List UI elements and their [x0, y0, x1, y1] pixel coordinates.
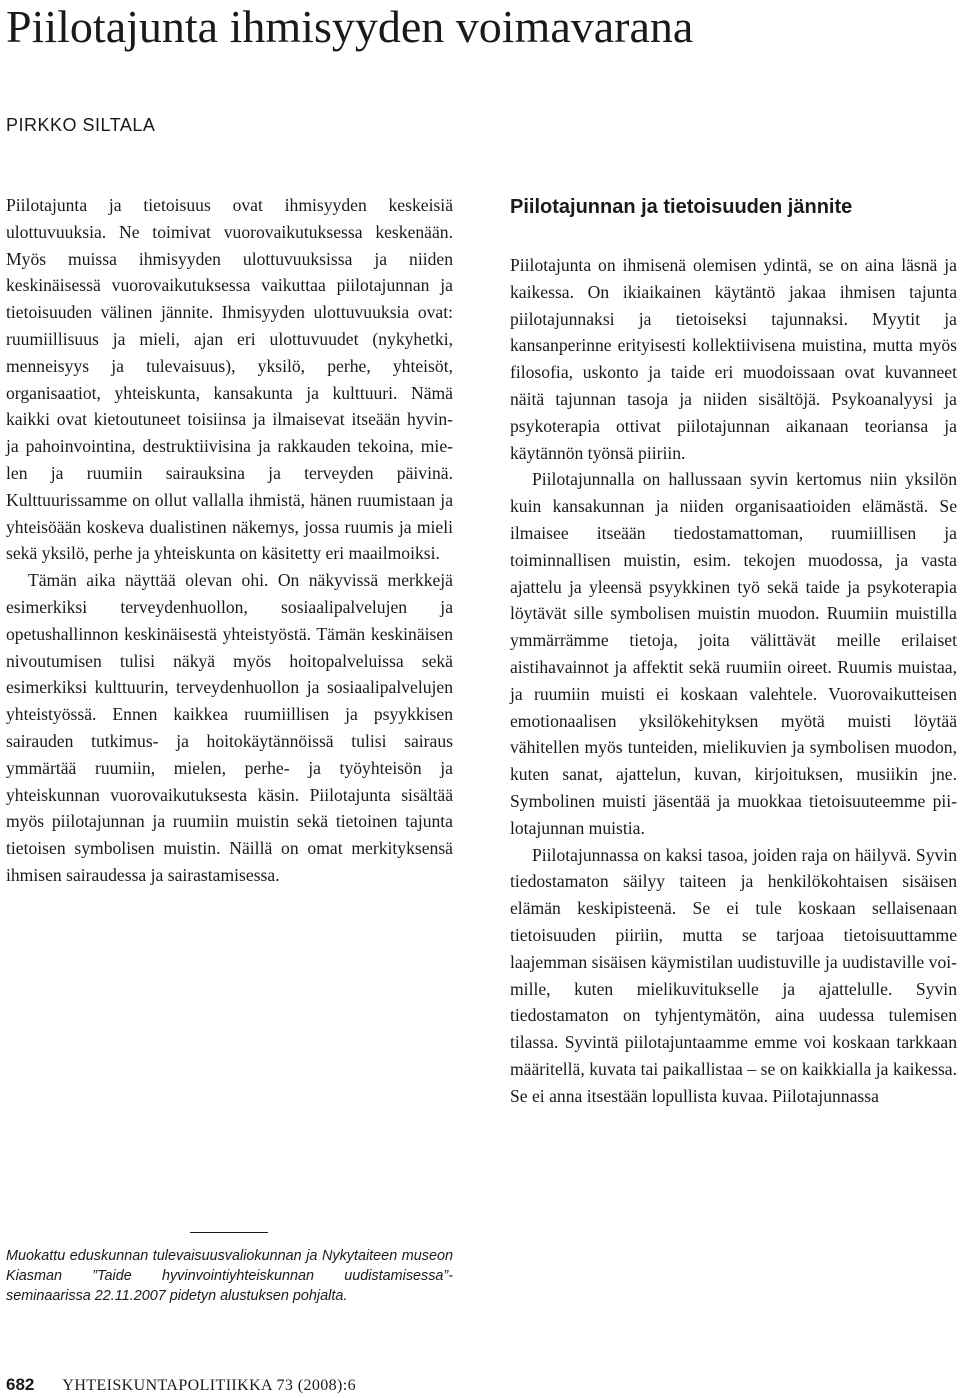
footnote: Muokattu eduskunnan tulevaisuusvaliokunnan ja Nykytaiteen museon Kiasman ”Taide hyvinvointiyhteiskunnan uudistamisessa”-seminaarissa 22.11.2007 pidetyn alustuksen pohjalta.	[6, 1248, 453, 1304]
page-number: 682	[6, 1375, 35, 1394]
left-paragraph-1: Piilotajunta ja tietoisuus ovat ihmisyyden keskeisiä ulottuvuuksia. Ne toimivat vuorovaikutuksessa keskenään. Myös muissa ihmisyyden ulottuvuuksissa ja niiden keskinäisessä vuorovaikutuksessa vaikuttaa piilotajunnan ja tietoisuuden välinen jännite. Ihmisyyden ulottuvuuksia ovat: ruumiillisuus ja mieli, ajan eri ulottuvuudet (nykyhetki, menneisyys ja tulevaisuus), yksilö, perhe, yhteisöt, organisaatiot, yhteiskunta, kansakunta ja kulttuuri. Nämä kaikki ovat kietoutuneet toisiinsa ja ilmaisevat itseään hyvin- ja pahoinvointina, destruktiivisina ja rakkauden tekoina, mielen ja ruumiin sairauksina ja terveyden päivinä. Kulttuurissamme on ollut vallalla ihmistä, hänen ruumistaan ja yhteisöään koskeva dualistinen näkemys, jossa ruumis ja mieli sekä yksilö, perhe ja yhteiskunta on käsitetty eri maailmoiksi.	[6, 195, 453, 564]
footnote-divider	[190, 1232, 268, 1233]
right-paragraph-1: Piilotajunta on ihmisenä olemisen ydintä, se on aina läsnä ja kaikessa. On ikiaikainen käytäntö jakaa ihmisen tajunta piilotajunnaksi ja tietoiseksi tajunnaksi. Myytit ja kansanperinne erityisesti kollektiivisena muistina, mutta myös filosofia, uskonto ja taide eri muodoissaan ovat kuvanneet näitä tajunnan tasoja ja niiden sisältöjä. Psykoanalyysi ja psykoterapia ottivat piilotajunnan aikanaan teoriansa ja käytännön työnsä piiriin.	[510, 255, 957, 463]
left-paragraph-2: Tämän aika näyttää olevan ohi. On näkyvissä merkkejä esimerkiksi terveydenhuollon, sosiaalipalvelujen ja opetushallinnon keskinäisestä yhteistyöstä. Tämän keskinäisen nivoutumisen tulisi näkyä myös hoitopalveluissa sekä esimerkiksi kulttuurin, terveydenhuollon ja sosiaalipalvelujen yhteistyössä. Ennen kaikkea ruumiillisen ja psyykkisen sairauden tutkimus- ja hoitokäytännöissä tulisi sairaus ymmärtää ruumiin, mielen, perhe- ja työyhteisön ja yhteiskunnan vuorovaikutuksesta käsin. Piilotajunta sisältää myös piilotajunnan ja ruumiin muistin sekä tietoinen tajunta tietoisen symbolisen muistin. Näillä on omat merkityksensä ihmisen sairaudessa ja sairastamisessa.	[6, 570, 453, 885]
left-column	[6, 192, 453, 889]
right-paragraph-2: Piilotajunnalla on hallussaan syvin kertomus niin yksilön kuin kansakunnan ja niiden organisaatioiden elämästä. Se ilmaisee itseään tiedostamattoman, ruumiillisen ja toiminnallisen muistin, esim. tekojen muodossa, ja vasta ajattelu ja yleensä psyykkinen työ sekä taide ja psykoterapia löytävät sille symbolisen muistin muodon. Ruumiin muistilla ymmärrämme tietoja, joita välittävät meille erilaiset aistihavainnot ja affektit sekä ruumiin oireet. Ruumis muistaa, ja ruumiin muisti ei koskaan valehtele. Vuorovaikutteisen emotionaalisen yksilökehityksen myötä muisti löytää vähitellen myös tunteiden, mielikuvien ja symbolisen muodon, kuten sanat, ajattelun, kuvan, kirjoituksen, musiikin jne. Symbolinen muisti jäsentää ja muokkaa tietoisuuteemme piilotajunnan muistia.	[510, 469, 957, 838]
author-name: PIRKKO SILTALA	[6, 115, 156, 135]
journal-citation: YHTEISKUNTAPOLITIIKKA 73 (2008):6	[62, 1377, 357, 1394]
right-column	[510, 252, 957, 1110]
article-title: Piilotajunta ihmisyyden voimavarana	[6, 1, 694, 52]
section-heading: Piilotajunnan ja tietoisuuden jännite	[510, 196, 853, 218]
right-paragraph-3: Piilotajunnassa on kaksi tasoa, joiden raja on häilyvä. Syvin tiedostamaton säilyy taiteen ja henkilökohtaisen sisäisen elämän keskipisteenä. Se ei tule koskaan sellaisenaan tietoisuuden piiriin, mutta se tarjoaa tietoisuuttamme laajemman sisäisen käymistilan uudistuville ja uudistaville voimille, kuten mielikuvitukselle ja ajattelulle. Syvin tiedostamaton on tyhjentymätön, aina uudessa tulemisen tilassa. Syvintä piilotajuntaamme emme voi koskaan tarkkaan määritellä, kuvata tai paikallistaa – se on kaikkialla ja kaikessa. Se ei anna itsestään lopullista kuvaa. Piilotajunnassa	[510, 844, 957, 1106]
page-footer	[6, 1374, 356, 1397]
